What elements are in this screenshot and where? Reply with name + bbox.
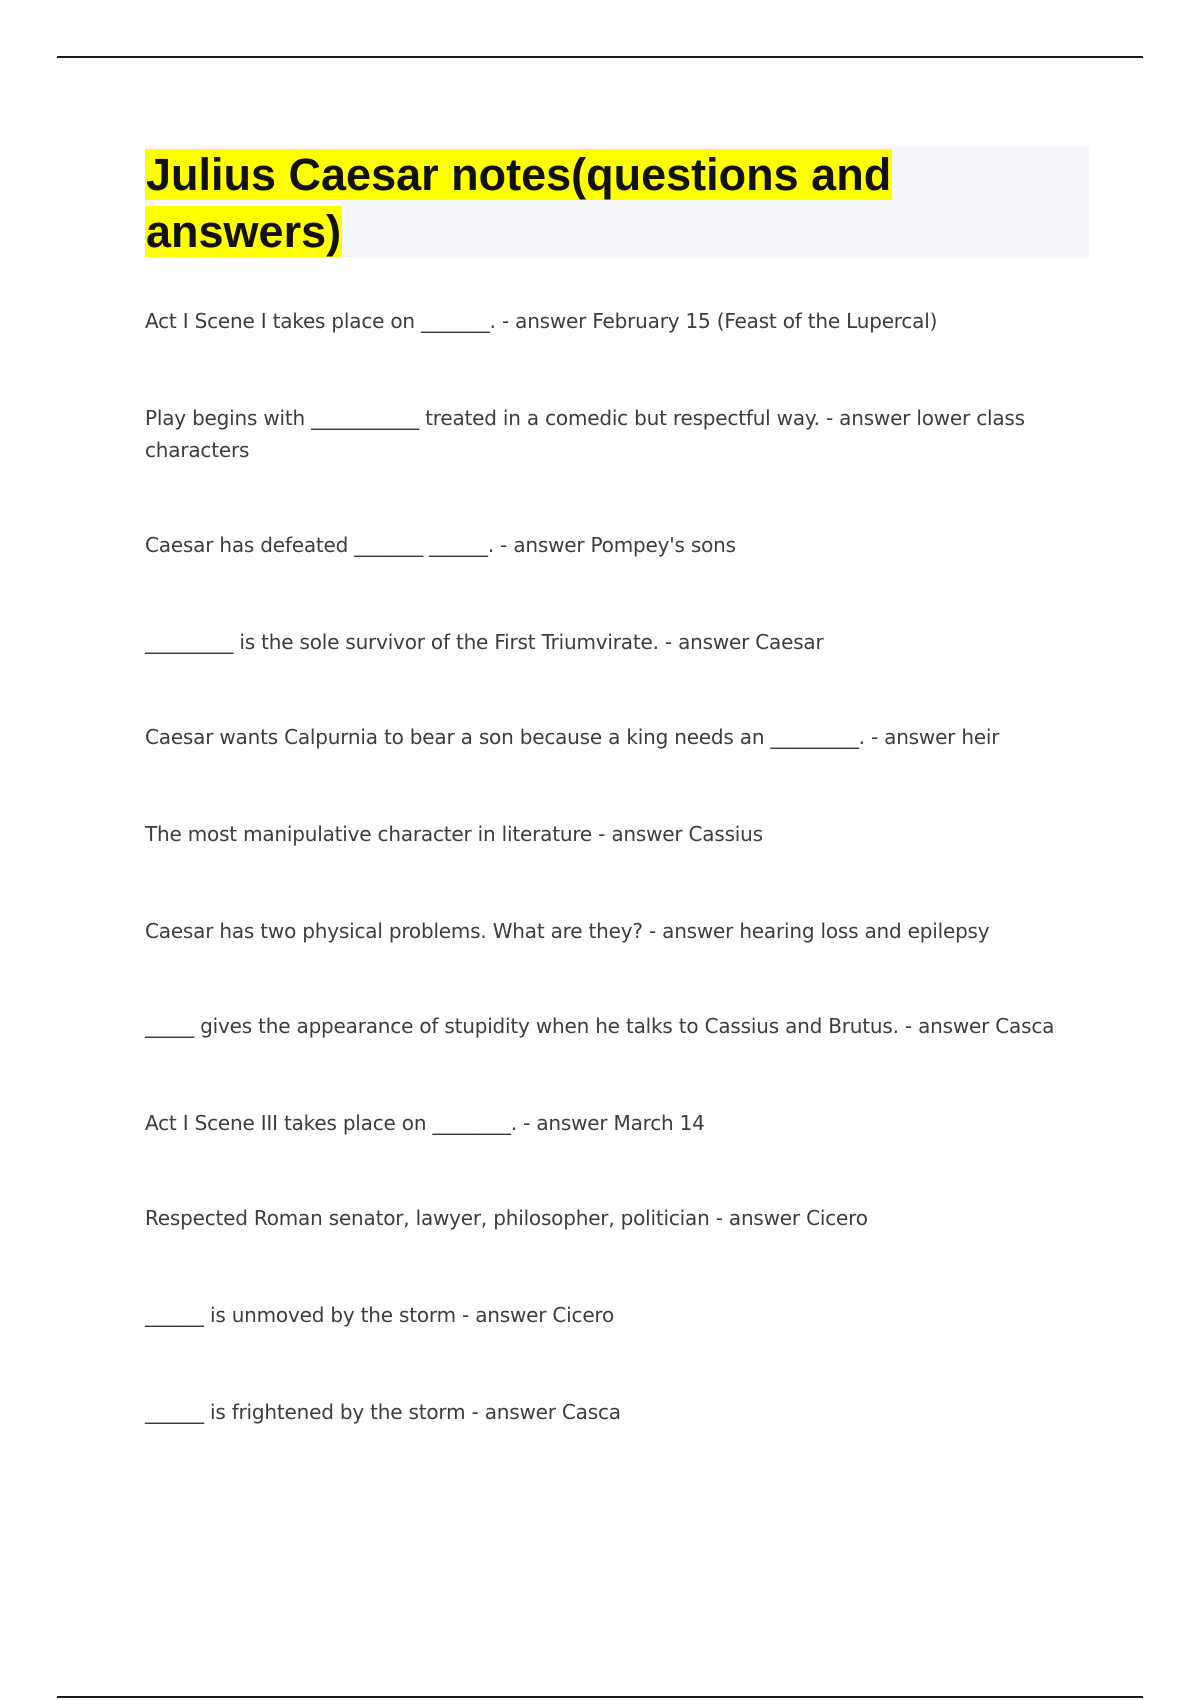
qa-item: Caesar has two physical problems. What are they? - answer hearing loss and epilepsy — [145, 919, 990, 943]
qa-item: Act I Scene III takes place on ________. - answer March 14 — [145, 1111, 705, 1135]
qa-item: Caesar wants Calpurnia to bear a son because a king needs an _________. - answer heir — [145, 725, 1000, 749]
qa-item: ______ is frightened by the storm - answer Casca — [145, 1400, 621, 1424]
qa-item: _____ gives the appearance of stupidity when he talks to Cassius and Brutus. - answer Casca — [145, 1014, 1055, 1038]
top-rule — [57, 56, 1143, 58]
qa-list — [145, 305, 1065, 1428]
qa-item: The most manipulative character in literature - answer Cassius — [145, 822, 763, 846]
qa-item: Play begins with ___________ treated in a comedic but respectful way. - answer lower class characters — [145, 406, 1025, 462]
bottom-rule — [57, 1696, 1143, 1698]
qa-item: Act I Scene I takes place on _______. - answer February 15 (Feast of the Lupercal) — [145, 309, 938, 333]
title-block — [145, 146, 1089, 258]
title-highlight: Julius Caesar notes(questions and answers) — [146, 149, 892, 257]
qa-item: Caesar has defeated _______ ______. - answer Pompey's sons — [145, 533, 736, 557]
document-title — [145, 146, 1025, 260]
qa-item: ______ is unmoved by the storm - answer Cicero — [145, 1303, 615, 1327]
qa-item: _________ is the sole survivor of the First Triumvirate. - answer Caesar — [145, 630, 824, 654]
qa-item: Respected Roman senator, lawyer, philosopher, politician - answer Cicero — [145, 1206, 868, 1230]
